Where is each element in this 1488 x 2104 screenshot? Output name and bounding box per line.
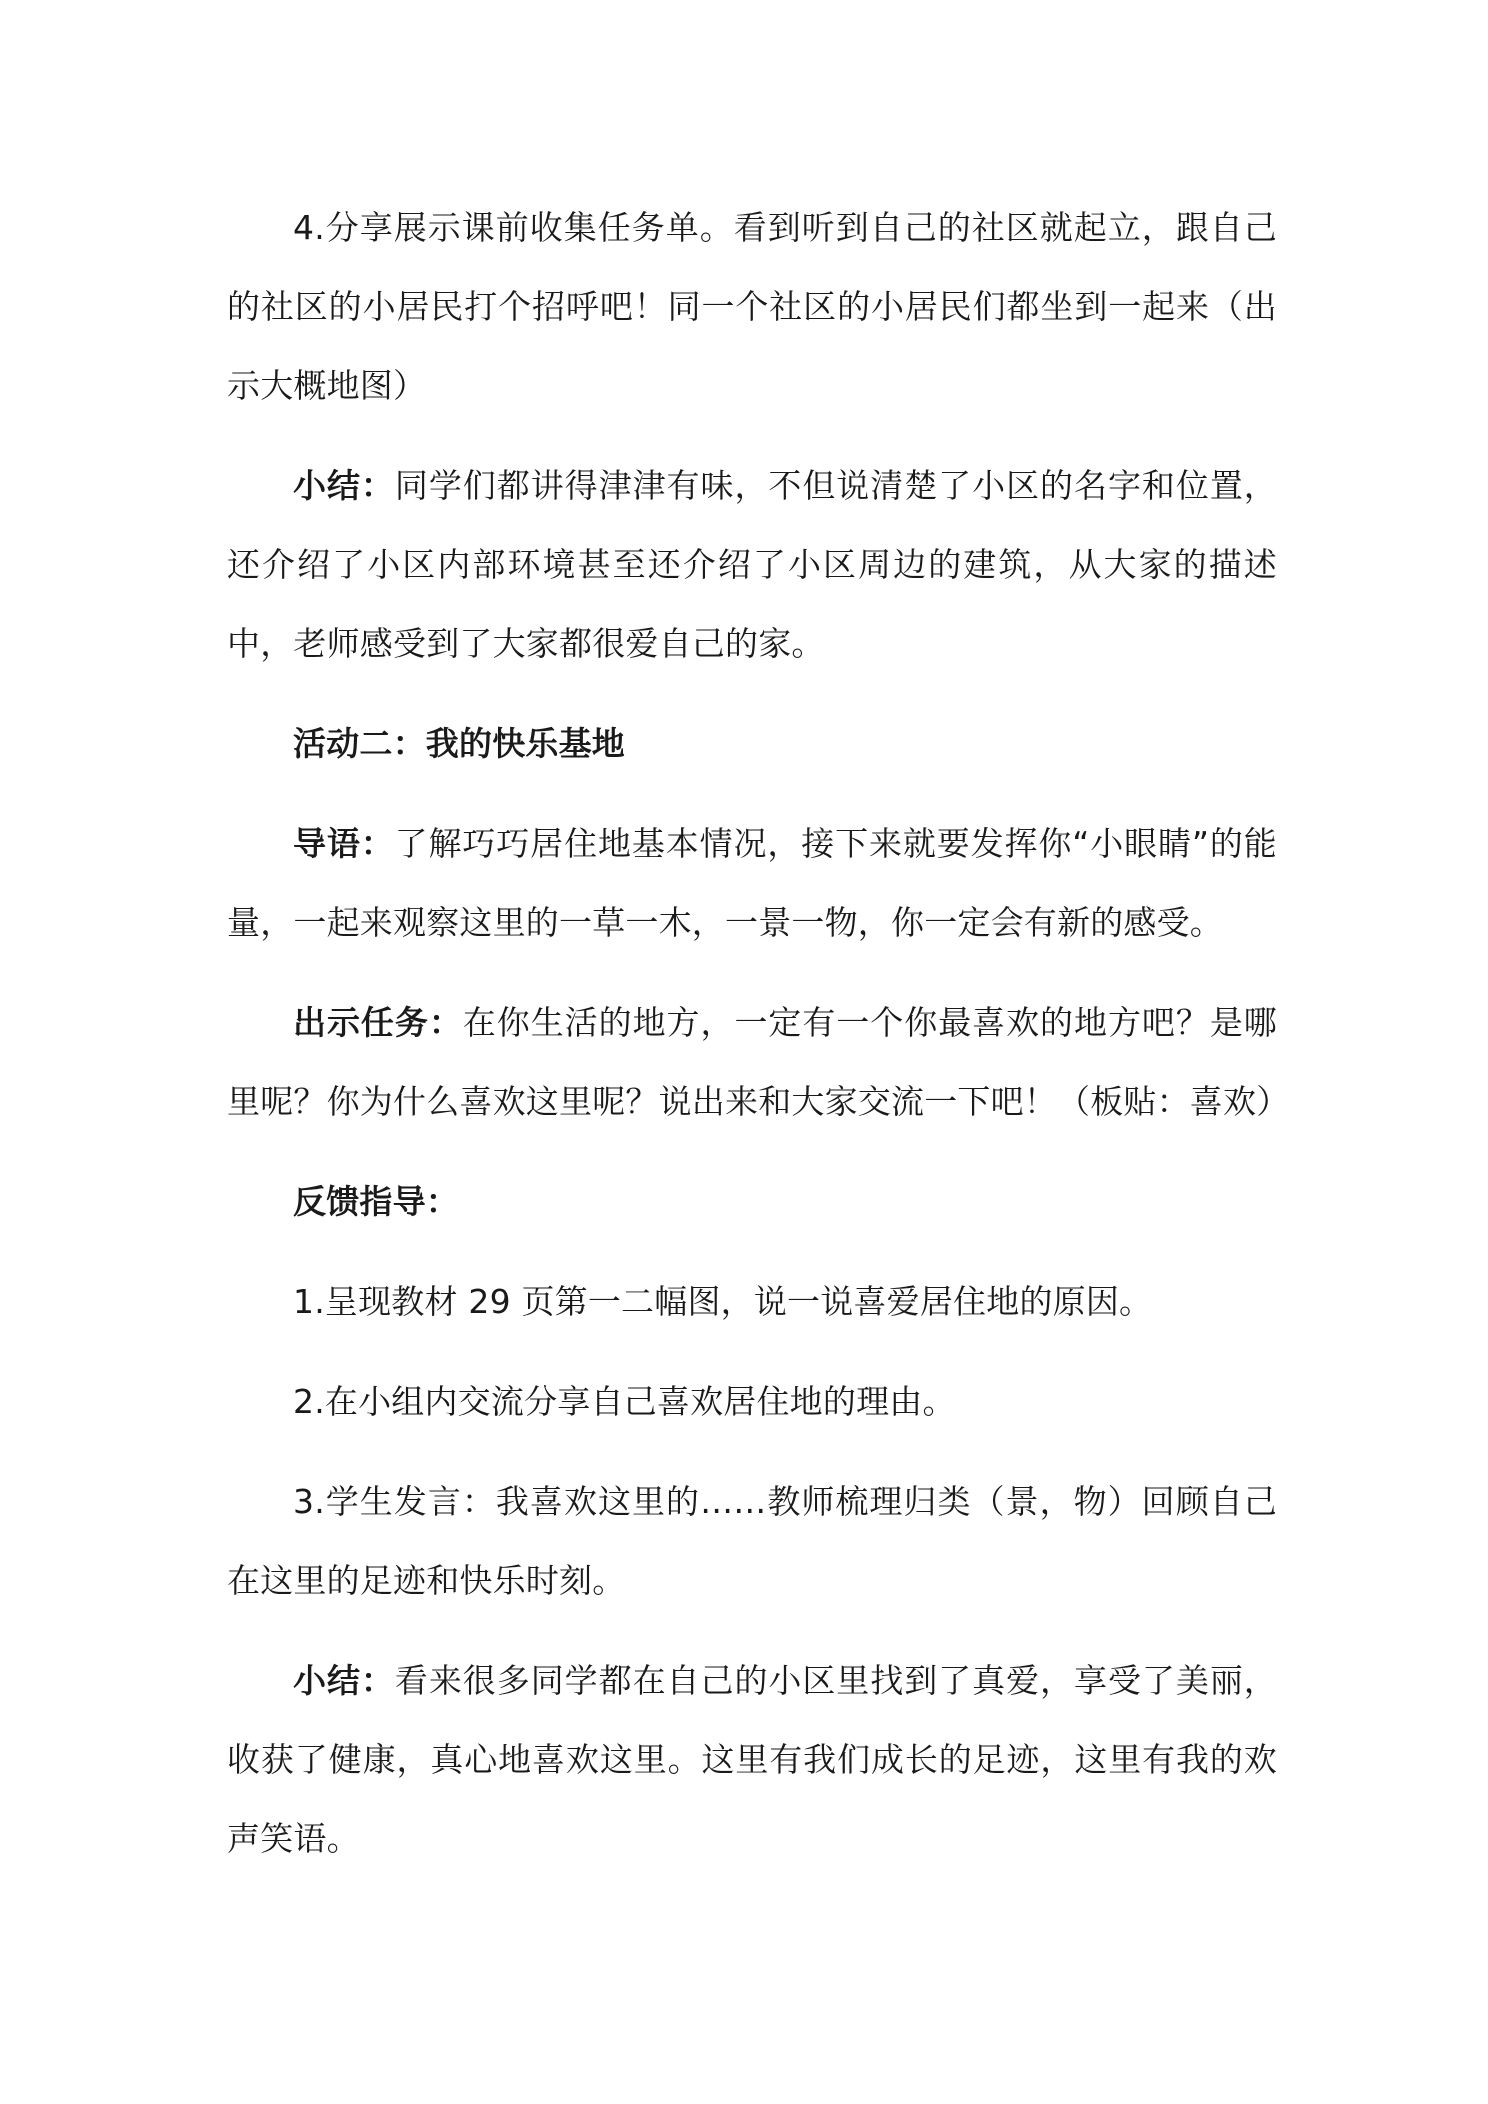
summary-label: 小结： [293,466,395,505]
paragraph-text: 了解巧巧居住地基本情况，接下来就要发挥你“小眼睛”的能量，一起来观察这里的一草一木，一景一物，你一定会有新的感受。 [227,824,1277,942]
paragraph-text: 同学们都讲得津津有味，不但说清楚了小区的名字和位置，还介绍了小区内部环境甚至还介绍了小区周边的建筑，从大家的描述中，老师感受到了大家都很爱自己的家。 [227,466,1277,663]
document-page [227,188,1290,1899]
paragraph-text: 3.学生发言：我喜欢这里的……教师梳理归类（景，物）回顾自己在这里的足迹和快乐时刻。 [227,1482,1277,1600]
activity-two-heading [227,704,1277,783]
list-item-1 [227,1262,1277,1341]
summary-label: 小结： [293,1661,395,1700]
paragraph-text: 在你生活的地方，一定有一个你最喜欢的地方吧？是哪里呢？你为什么喜欢这里呢？说出来和大家交流一下吧！（板贴：喜欢） [227,1003,1290,1121]
paragraph-text: 1.呈现教材 29 页第一二幅图，说一说喜爱居住地的原因。 [293,1282,1153,1321]
heading-text: 活动二：我的快乐基地 [293,724,625,763]
feedback-heading [227,1162,1277,1241]
heading-text: 反馈指导： [293,1182,459,1221]
paragraph-share-task [227,188,1277,425]
paragraph-summary-2 [227,1641,1277,1878]
paragraph-text: 看来很多同学都在自己的小区里找到了真爱，享受了美丽，收获了健康，真心地喜欢这里。这里有我们成长的足迹，这里有我的欢声笑语。 [227,1661,1277,1858]
paragraph-text: 2.在小组内交流分享自己喜欢居住地的理由。 [293,1382,956,1421]
paragraph-intro [227,804,1277,962]
task-label: 出示任务： [293,1003,463,1042]
paragraph-task [227,983,1290,1141]
list-item-2 [227,1362,1277,1441]
intro-label: 导语： [293,824,395,863]
paragraph-summary-1 [227,446,1277,683]
list-item-3 [227,1462,1277,1620]
paragraph-text: 4.分享展示课前收集任务单。看到听到自己的社区就起立，跟自己的社区的小居民打个招呼吧！同一个社区的小居民们都坐到一起来（出示大概地图） [227,208,1277,405]
